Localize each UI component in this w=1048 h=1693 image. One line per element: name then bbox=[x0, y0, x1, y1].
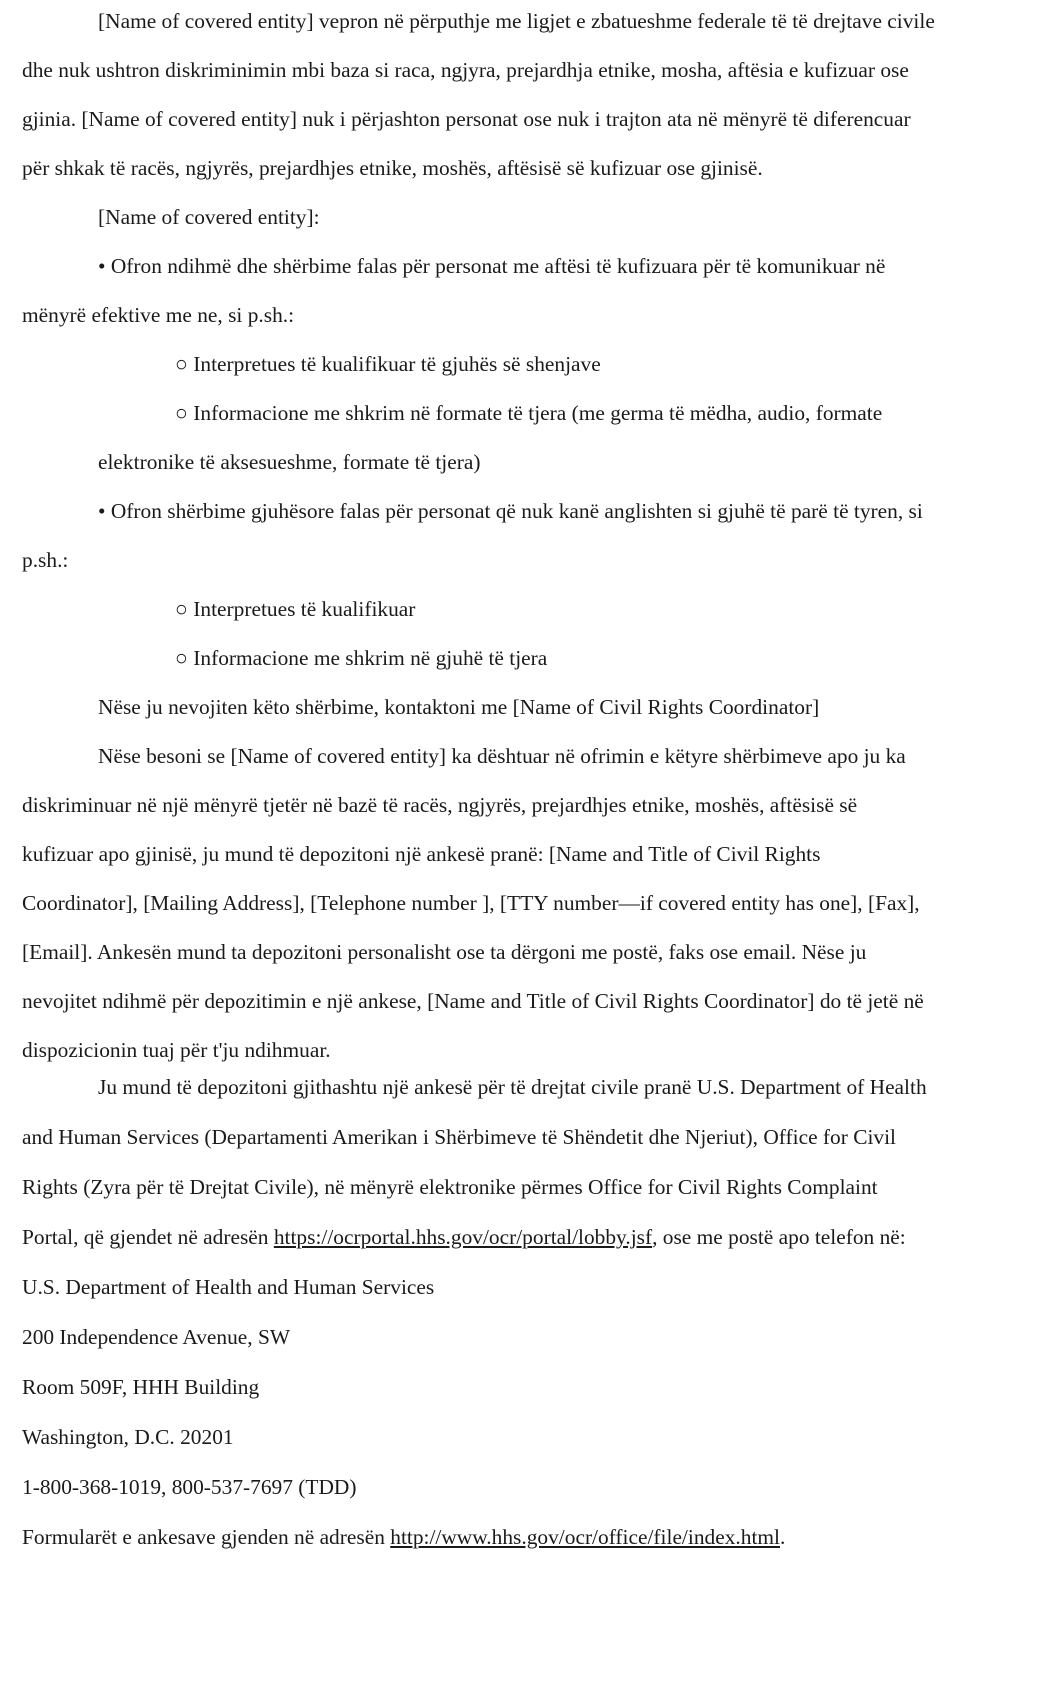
paragraph-3-line-2: and Human Services (Departamenti Amerikan i Shërbimeve të Shëndetit dhe Njeriut), Office for Civil bbox=[22, 1125, 896, 1149]
paragraph-2-line-6: nevojitet ndihmë për depozitimin e një ankese, [Name and Title of Civil Rights Coordinator] do të jetë në bbox=[22, 989, 924, 1013]
forms-intro-text: Formularët e ankesave gjenden në adresën bbox=[22, 1525, 391, 1549]
portal-trailing-text: , ose me postë apo telefon në: bbox=[652, 1225, 906, 1249]
forms-link[interactable]: http://www.hhs.gov/ocr/office/file/index.html bbox=[390, 1525, 780, 1549]
paragraph-3-line-1: Ju mund të depozitoni gjithashtu një ankesë për të drejtat civile pranë U.S. Department of Health bbox=[98, 1075, 927, 1099]
paragraph-2-line-3: kufizuar apo gjinisë, ju mund të depozitoni një ankesë pranë: [Name and Title of Civil Rights bbox=[22, 842, 821, 866]
paragraph-3-line-3: Rights (Zyra për të Drejtat Civile), në mënyrë elektronike përmes Office for Civil Rights Complaint bbox=[22, 1175, 878, 1199]
paragraph-2-line-1: Nëse besoni se [Name of covered entity] ka dështuar në ofrimin e këtyre shërbimeve apo ju ka bbox=[98, 744, 906, 768]
bullet-1-sub-item-2-line-1: ○ Informacione me shkrim në formate të tjera (me germa të mëdha, audio, formate bbox=[175, 401, 883, 425]
paragraph-1-line-4: për shkak të racës, ngjyrës, prejardhjes etnike, moshës, aftësisë së kufizuar ose gjinisë. bbox=[22, 156, 763, 180]
forms-trailing-text: . bbox=[779, 1525, 786, 1549]
bullet-2-sub-item-2: ○ Informacione me shkrim në gjuhë të tjera bbox=[175, 646, 548, 670]
paragraph-1-line-3: gjinia. [Name of covered entity] nuk i përjashton personat ose nuk i trajton ata në mënyrë të diferencuar bbox=[22, 107, 911, 131]
ocr-portal-link[interactable]: https://ocrportal.hhs.gov/ocr/portal/lobby.jsf bbox=[273, 1225, 653, 1249]
bullet-2-line-1: • Ofron shërbime gjuhësore falas për personat që nuk kanë anglishten si gjuhë të parë të tyren, si bbox=[98, 499, 923, 523]
paragraph-1-line-2: dhe nuk ushtron diskriminimin mbi baza si raca, ngjyra, prejardhja etnike, mosha, aftësia e kufizuar ose bbox=[22, 58, 909, 82]
portal-intro-text: Portal, që gjendet në adresën bbox=[22, 1225, 274, 1249]
contact-line: Nëse ju nevojiten këto shërbime, kontaktoni me [Name of Civil Rights Coordinator] bbox=[98, 695, 820, 719]
bullet-1-line-2: mënyrë efektive me ne, si p.sh.: bbox=[22, 303, 295, 327]
bullet-2-line-2: p.sh.: bbox=[22, 548, 69, 572]
paragraph-2-line-4: Coordinator], [Mailing Address], [Telephone number ], [TTY number—if covered entity has one], [Fax], bbox=[22, 891, 920, 915]
paragraph-2-line-7: dispozicionin tuaj për t'ju ndihmuar. bbox=[22, 1038, 331, 1062]
paragraph-1-line-1: [Name of covered entity] vepron në përputhje me ligjet e zbatueshme federale të të drejtave civile bbox=[98, 9, 935, 33]
bullet-1-sub-item-1: ○ Interpretues të kualifikuar të gjuhës së shenjave bbox=[175, 352, 601, 376]
entity-label: [Name of covered entity]: bbox=[98, 205, 320, 229]
bullet-1-line-1: • Ofron ndihmë dhe shërbime falas për personat me aftësi të kufizuara për të komunikuar në bbox=[98, 254, 886, 278]
bullet-2-sub-item-1: ○ Interpretues të kualifikuar bbox=[175, 597, 416, 621]
bullet-1-sub-item-2-line-2: elektronike të aksesueshme, formate të tjera) bbox=[98, 450, 481, 474]
paragraph-2-line-2: diskriminuar në një mënyrë tjetër në bazë të racës, ngjyrës, prejardhjes etnike, moshës, aftësisë së bbox=[22, 793, 858, 817]
address-city: Washington, D.C. 20201 bbox=[22, 1425, 234, 1449]
address-department: U.S. Department of Health and Human Services bbox=[22, 1275, 435, 1299]
paragraph-3-line-4 bbox=[22, 1224, 906, 1250]
address-room: Room 509F, HHH Building bbox=[22, 1375, 260, 1399]
address-phone: 1-800-368-1019, 800-537-7697 (TDD) bbox=[22, 1475, 357, 1499]
forms-line bbox=[22, 1524, 785, 1550]
address-street: 200 Independence Avenue, SW bbox=[22, 1325, 291, 1349]
paragraph-2-line-5: [Email]. Ankesën mund ta depozitoni personalisht ose ta dërgoni me postë, faks ose email. Nëse ju bbox=[22, 940, 867, 964]
